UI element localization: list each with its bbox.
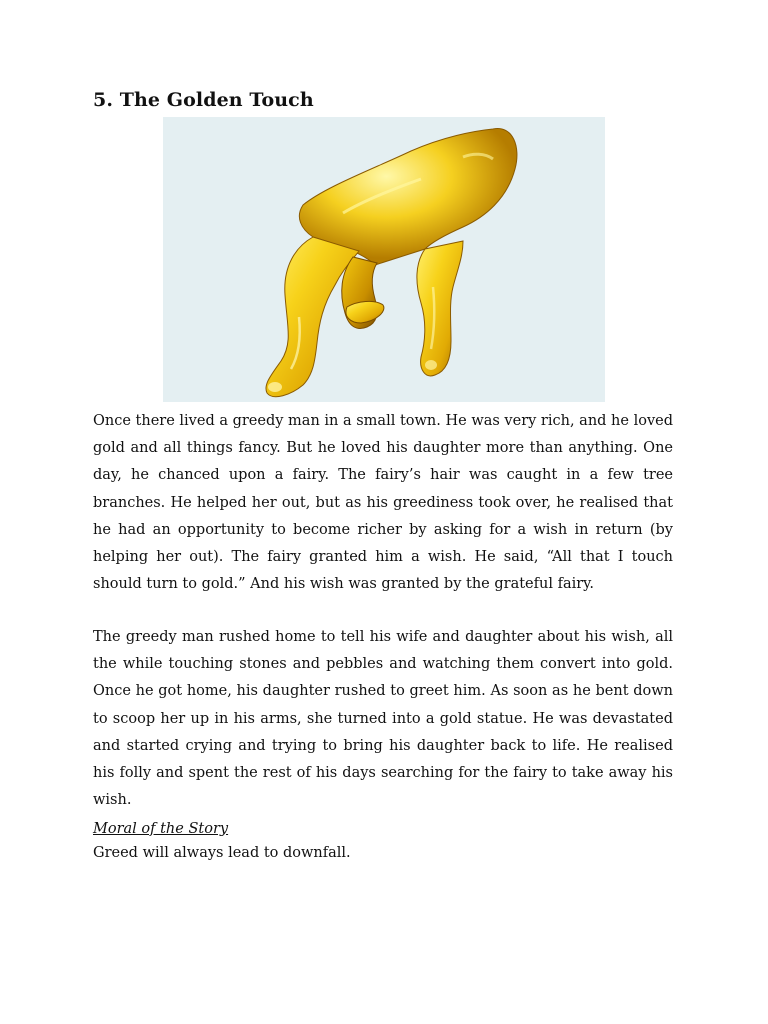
story-title: 5. The Golden Touch bbox=[93, 89, 314, 111]
paragraph-2: The greedy man rushed home to tell his wife and daughter about his wish, all the while touching stones and pebbles and watching them convert into gold. Once he got home, his daughter rushed to greet him. As soon as he bent down to scoop her up in his arms, she turned into a gold statue. He was devastated and started crying and trying to bring his daughter back to life. He realised his folly and spent the rest of his days searching for the fairy to take away his wish. bbox=[93, 629, 673, 809]
moral-heading: Moral of the Story bbox=[93, 821, 229, 837]
moral-text: Greed will always lead to downfall. bbox=[93, 845, 351, 861]
golden-hand-icon bbox=[163, 117, 605, 402]
paragraph-1: Once there lived a greedy man in a small town. He was very rich, and he loved gold and all things fancy. But he loved his daughter more than anything. One day, he chanced upon a fairy. The fairy’s hair was caught in a few tree branches. He helped her out, but as his greediness took over, he realised that he had an opportunity to become richer by asking for a wish in return (by helping her out). The fairy granted him a wish. He said, “All that I touch should turn to gold.” And his wish was granted by the grateful fairy. bbox=[93, 413, 673, 593]
golden-hand-image bbox=[163, 117, 605, 402]
